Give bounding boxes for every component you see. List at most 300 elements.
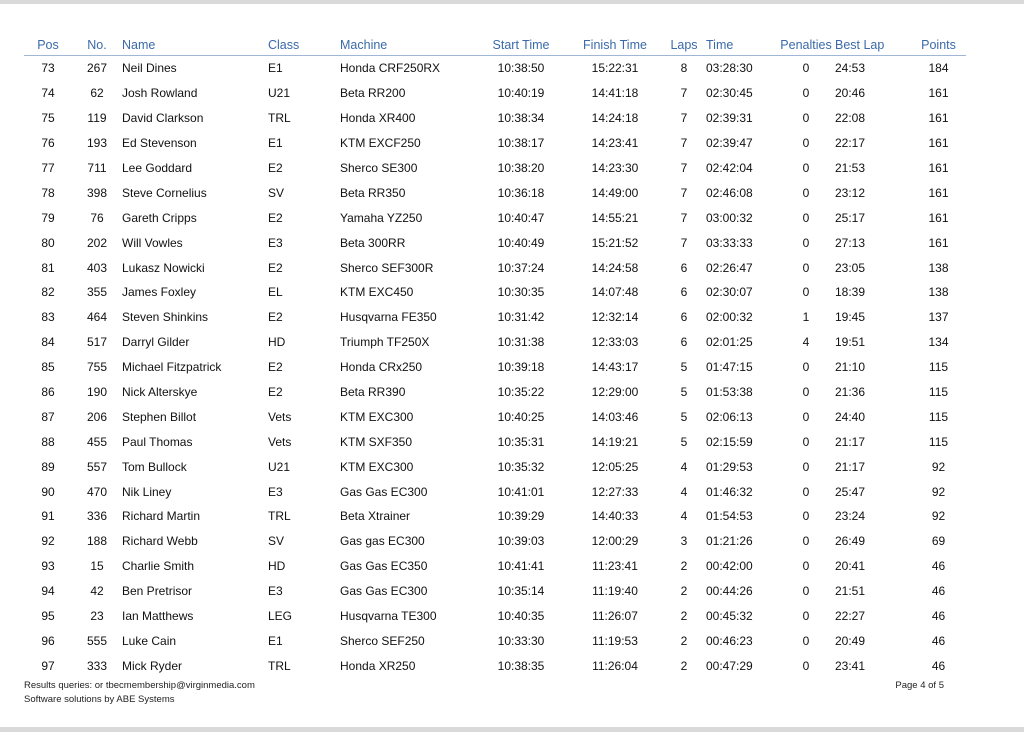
points-cell: 115 — [928, 409, 949, 424]
pos-cell: 74 — [41, 86, 55, 101]
points-cell: 46 — [931, 609, 946, 624]
finish-time-cell: 12:00:29 — [591, 534, 639, 549]
class-cell: E1 — [268, 633, 283, 648]
number-cell: 62 — [90, 86, 104, 101]
points-cell: 134 — [928, 335, 949, 350]
start-time-cell: 10:41:41 — [497, 559, 545, 574]
points-cell: 46 — [931, 584, 946, 599]
time-cell: 02:00:32 — [706, 310, 753, 325]
time-cell: 02:46:08 — [706, 185, 753, 200]
table-row — [24, 479, 966, 504]
table-row — [24, 330, 966, 355]
time-cell: 02:39:31 — [706, 111, 753, 126]
laps-cell: 8 — [680, 61, 688, 76]
start-time-cell: 10:30:35 — [497, 285, 545, 300]
pos-cell: 82 — [41, 285, 55, 300]
machine-cell: KTM SXF350 — [340, 434, 413, 449]
header-points: Points — [911, 34, 966, 56]
penalties-cell: 0 — [802, 210, 810, 225]
start-time-cell: 10:35:22 — [497, 385, 545, 400]
machine-cell: Gas Gas EC300 — [340, 584, 428, 599]
best-lap-cell: 23:12 — [835, 185, 866, 200]
laps-cell: 4 — [680, 484, 688, 499]
penalties-cell: 0 — [802, 509, 810, 524]
laps-cell: 2 — [680, 658, 688, 673]
points-cell: 69 — [931, 534, 946, 549]
best-lap-cell: 22:08 — [835, 111, 866, 126]
start-time-cell: 10:40:35 — [497, 609, 545, 624]
points-cell: 115 — [928, 360, 949, 375]
pos-cell: 77 — [41, 161, 55, 175]
table-row — [24, 156, 966, 181]
time-cell: 01:54:53 — [706, 509, 753, 524]
table-row — [24, 628, 966, 653]
table-row — [24, 604, 966, 629]
points-cell: 161 — [928, 210, 949, 225]
class-cell: TRL — [268, 509, 291, 524]
finish-time-cell: 12:05:25 — [591, 459, 639, 474]
penalties-cell: 0 — [802, 534, 810, 549]
laps-cell: 2 — [680, 559, 688, 574]
penalties-cell: 4 — [802, 335, 810, 350]
points-cell: 138 — [928, 285, 949, 300]
machine-cell: Gas gas EC300 — [340, 534, 425, 549]
name-cell: Gareth Cripps — [122, 210, 197, 225]
finish-time-cell: 14:55:21 — [591, 210, 639, 225]
points-cell: 161 — [928, 136, 949, 151]
table-row — [24, 131, 966, 156]
number-cell: 23 — [90, 609, 104, 624]
best-lap-cell: 23:24 — [835, 509, 866, 524]
start-time-cell: 10:31:42 — [497, 310, 545, 325]
header-start-time: Start Time — [474, 34, 568, 56]
laps-cell: 2 — [680, 633, 688, 648]
header-time: Time — [706, 34, 777, 56]
name-cell: Mick Ryder — [122, 658, 183, 673]
laps-cell: 7 — [680, 185, 688, 200]
finish-time-cell: 15:22:31 — [591, 61, 639, 76]
name-cell: Michael Fitzpatrick — [122, 360, 222, 375]
start-time-cell: 10:37:24 — [497, 260, 545, 275]
name-cell: Nik Liney — [122, 484, 172, 499]
class-cell: E2 — [268, 161, 283, 175]
laps-cell: 7 — [680, 210, 688, 225]
number-cell: 455 — [86, 434, 108, 449]
table-row — [24, 653, 966, 678]
start-time-cell: 10:35:31 — [497, 434, 545, 449]
pos-cell: 96 — [41, 633, 55, 648]
number-cell: 336 — [86, 509, 108, 524]
header-machine: Machine — [340, 34, 474, 56]
number-cell: 557 — [86, 459, 108, 474]
finish-time-cell: 14:23:30 — [591, 161, 639, 175]
software-credit: Software solutions by ABE Systems — [24, 694, 175, 705]
class-cell: LEG — [268, 609, 293, 624]
name-cell: Ed Stevenson — [122, 136, 197, 151]
start-time-cell: 10:39:03 — [497, 534, 545, 549]
class-cell: E3 — [268, 584, 283, 599]
table-row — [24, 429, 966, 454]
class-cell: E3 — [268, 484, 283, 499]
machine-cell: Yamaha YZ250 — [340, 210, 423, 225]
number-cell: 403 — [86, 260, 108, 275]
finish-time-cell: 12:27:33 — [591, 484, 639, 499]
penalties-cell: 0 — [802, 385, 810, 400]
best-lap-cell: 22:17 — [835, 136, 866, 151]
penalties-cell: 1 — [802, 310, 810, 325]
laps-cell: 7 — [680, 161, 688, 175]
class-cell: HD — [268, 559, 286, 574]
finish-time-cell: 12:29:00 — [591, 385, 639, 400]
best-lap-cell: 21:51 — [835, 584, 866, 599]
laps-cell: 7 — [680, 86, 688, 101]
table-row — [24, 230, 966, 255]
points-cell: 92 — [931, 509, 946, 524]
best-lap-cell: 20:41 — [835, 559, 866, 574]
laps-cell: 5 — [680, 409, 688, 424]
penalties-cell: 0 — [802, 409, 810, 424]
time-cell: 02:39:47 — [706, 136, 753, 151]
name-cell: Will Vowles — [122, 235, 183, 250]
penalties-cell: 0 — [802, 360, 810, 375]
time-cell: 02:06:13 — [706, 409, 753, 424]
start-time-cell: 10:38:35 — [497, 658, 545, 673]
class-cell: E1 — [268, 136, 283, 151]
laps-cell: 6 — [680, 335, 688, 350]
laps-cell: 4 — [680, 459, 688, 474]
start-time-cell: 10:40:25 — [497, 409, 545, 424]
time-cell: 01:53:38 — [706, 385, 753, 400]
best-lap-cell: 23:05 — [835, 260, 866, 275]
machine-cell: Honda XR400 — [340, 111, 416, 126]
best-lap-cell: 21:36 — [835, 385, 866, 400]
penalties-cell: 0 — [802, 235, 810, 250]
best-lap-cell: 18:39 — [835, 285, 866, 300]
time-cell: 00:47:29 — [706, 658, 753, 673]
best-lap-cell: 23:41 — [835, 658, 866, 673]
number-cell: 15 — [90, 559, 104, 574]
time-cell: 01:47:15 — [706, 360, 753, 375]
time-cell: 02:01:25 — [706, 335, 753, 350]
penalties-cell: 0 — [802, 161, 810, 175]
pos-cell: 80 — [41, 235, 55, 250]
pos-cell: 94 — [41, 584, 55, 599]
page-number: Page 4 of 5 — [895, 680, 944, 691]
best-lap-cell: 19:45 — [835, 310, 866, 325]
machine-cell: KTM EXC450 — [340, 285, 414, 300]
table-row — [24, 504, 966, 529]
name-cell: Stephen Billot — [122, 409, 197, 424]
header-best-lap: Best Lap — [835, 34, 911, 56]
finish-time-cell: 15:21:52 — [591, 235, 639, 250]
time-cell: 02:15:59 — [706, 434, 753, 449]
points-cell: 92 — [931, 459, 946, 474]
start-time-cell: 10:35:14 — [497, 584, 545, 599]
pos-cell: 88 — [41, 434, 55, 449]
start-time-cell: 10:39:18 — [497, 360, 545, 375]
start-time-cell: 10:36:18 — [497, 185, 545, 200]
points-cell: 115 — [928, 434, 949, 449]
laps-cell: 7 — [680, 136, 688, 151]
points-cell: 115 — [928, 385, 949, 400]
penalties-cell: 0 — [802, 185, 810, 200]
table-row — [24, 404, 966, 429]
penalties-cell: 0 — [802, 584, 810, 599]
penalties-cell: 0 — [802, 111, 810, 126]
machine-cell: Sherco SEF300R — [340, 260, 434, 275]
machine-cell: Husqvarna FE350 — [340, 310, 437, 325]
finish-time-cell: 12:32:14 — [591, 310, 639, 325]
penalties-cell: 0 — [802, 484, 810, 499]
table-header — [24, 34, 966, 56]
name-cell: Richard Webb — [122, 534, 198, 549]
name-cell: Lee Goddard — [122, 161, 193, 175]
name-cell: Paul Thomas — [122, 434, 193, 449]
table-row — [24, 180, 966, 205]
start-time-cell: 10:38:50 — [497, 61, 545, 76]
laps-cell: 2 — [680, 584, 688, 599]
penalties-cell: 0 — [802, 260, 810, 275]
pos-cell: 78 — [41, 185, 55, 200]
best-lap-cell: 26:49 — [835, 534, 866, 549]
name-cell: Lukasz Nowicki — [122, 260, 205, 275]
time-cell: 03:28:30 — [706, 61, 753, 76]
class-cell: E1 — [268, 61, 283, 76]
penalties-cell: 0 — [802, 61, 810, 76]
start-time-cell: 10:40:19 — [497, 86, 545, 101]
finish-time-cell: 14:19:21 — [591, 434, 639, 449]
class-cell: TRL — [268, 111, 291, 126]
table-row — [24, 454, 966, 479]
time-cell: 00:45:32 — [706, 609, 753, 624]
start-time-cell: 10:39:29 — [497, 509, 545, 524]
finish-time-cell: 14:24:58 — [591, 260, 639, 275]
finish-time-cell: 11:19:40 — [592, 584, 638, 599]
laps-cell: 5 — [680, 360, 688, 375]
finish-time-cell: 14:23:41 — [591, 136, 639, 151]
machine-cell: Beta RR390 — [340, 385, 406, 400]
header-finish-time: Finish Time — [568, 34, 662, 56]
points-cell: 161 — [928, 235, 949, 250]
finish-time-cell: 14:07:48 — [591, 285, 639, 300]
table-row — [24, 205, 966, 230]
time-cell: 02:30:45 — [706, 86, 753, 101]
best-lap-cell: 24:53 — [835, 61, 866, 76]
time-cell: 03:33:33 — [706, 235, 753, 250]
pos-cell: 85 — [41, 360, 55, 375]
start-time-cell: 10:35:32 — [497, 459, 545, 474]
pos-cell: 89 — [41, 459, 55, 474]
penalties-cell: 0 — [802, 86, 810, 101]
number-cell: 755 — [86, 360, 108, 375]
number-cell: 267 — [86, 61, 108, 76]
header-no: No. — [72, 34, 122, 56]
finish-time-cell: 14:49:00 — [591, 185, 639, 200]
points-cell: 46 — [931, 658, 946, 673]
name-cell: Steve Cornelius — [122, 185, 207, 200]
laps-cell: 6 — [680, 310, 688, 325]
finish-time-cell: 14:41:18 — [591, 86, 639, 101]
header-laps: Laps — [662, 34, 706, 56]
table-row — [24, 380, 966, 405]
best-lap-cell: 21:53 — [835, 161, 866, 175]
points-cell: 161 — [928, 86, 949, 101]
penalties-cell: 0 — [802, 459, 810, 474]
machine-cell: Beta RR350 — [340, 185, 406, 200]
points-cell: 46 — [931, 559, 946, 574]
pos-cell: 75 — [41, 111, 55, 126]
machine-cell: KTM EXCF250 — [340, 136, 421, 151]
machine-cell: Sherco SE300 — [340, 161, 418, 175]
machine-cell: Gas Gas EC350 — [340, 559, 428, 574]
pos-cell: 93 — [41, 559, 55, 574]
start-time-cell: 10:38:34 — [497, 111, 545, 126]
name-cell: Josh Rowland — [122, 86, 198, 101]
pos-cell: 81 — [41, 260, 55, 275]
class-cell: E2 — [268, 260, 283, 275]
number-cell: 470 — [86, 484, 108, 499]
time-cell: 01:46:32 — [706, 484, 753, 499]
machine-cell: KTM EXC300 — [340, 409, 414, 424]
name-cell: Tom Bullock — [122, 459, 187, 474]
machine-cell: Gas Gas EC300 — [340, 484, 428, 499]
number-cell: 398 — [86, 185, 108, 200]
penalties-cell: 0 — [802, 658, 810, 673]
table-row — [24, 355, 966, 380]
laps-cell: 6 — [680, 285, 688, 300]
class-cell: EL — [268, 285, 283, 300]
class-cell: Vets — [268, 409, 292, 424]
laps-cell: 7 — [680, 111, 688, 126]
name-cell: Steven Shinkins — [122, 310, 209, 325]
name-cell: Darryl Gilder — [122, 335, 190, 350]
machine-cell: Sherco SEF250 — [340, 633, 425, 648]
best-lap-cell: 20:46 — [835, 86, 866, 101]
start-time-cell: 10:41:01 — [497, 484, 545, 499]
best-lap-cell: 25:47 — [835, 484, 866, 499]
results-page — [0, 4, 1024, 727]
machine-cell: Beta Xtrainer — [340, 509, 411, 524]
start-time-cell: 10:40:47 — [497, 210, 545, 225]
class-cell: E2 — [268, 360, 283, 375]
pos-cell: 95 — [41, 609, 55, 624]
pos-cell: 84 — [41, 335, 55, 350]
results-queries-note: Results queries: or tbecmembership@virginmedia.com — [24, 680, 255, 691]
machine-cell: Triumph TF250X — [340, 335, 430, 350]
penalties-cell: 0 — [802, 136, 810, 151]
laps-cell: 5 — [680, 385, 688, 400]
machine-cell: Beta 300RR — [340, 235, 406, 250]
class-cell: E2 — [268, 385, 283, 400]
start-time-cell: 10:38:17 — [497, 136, 545, 151]
pos-cell: 91 — [41, 509, 55, 524]
name-cell: Richard Martin — [122, 509, 201, 524]
points-cell: 92 — [931, 484, 946, 499]
finish-time-cell: 11:19:53 — [592, 633, 638, 648]
points-cell: 138 — [928, 260, 949, 275]
laps-cell: 6 — [680, 260, 688, 275]
table-row — [24, 305, 966, 330]
name-cell: Ben Pretrisor — [122, 584, 193, 599]
start-time-cell: 10:33:30 — [497, 633, 545, 648]
penalties-cell: 0 — [802, 633, 810, 648]
pos-cell: 87 — [41, 409, 55, 424]
table-row — [24, 56, 966, 81]
machine-cell: Beta RR200 — [340, 86, 406, 101]
machine-cell: Honda XR250 — [340, 658, 416, 673]
penalties-cell: 0 — [802, 559, 810, 574]
points-cell: 184 — [928, 61, 949, 76]
class-cell: Vets — [268, 434, 292, 449]
number-cell: 355 — [86, 285, 108, 300]
time-cell: 01:29:53 — [706, 459, 753, 474]
best-lap-cell: 22:27 — [835, 609, 866, 624]
time-cell: 00:46:23 — [706, 633, 753, 648]
number-cell: 464 — [86, 310, 108, 325]
header-pos: Pos — [24, 34, 72, 56]
time-cell: 00:42:00 — [706, 559, 753, 574]
finish-time-cell: 11:26:04 — [592, 658, 638, 673]
pos-cell: 83 — [41, 310, 55, 325]
finish-time-cell: 14:43:17 — [591, 360, 639, 375]
number-cell: 119 — [87, 111, 107, 126]
name-cell: Charlie Smith — [122, 559, 195, 574]
time-cell: 00:44:26 — [706, 584, 753, 599]
name-cell: Luke Cain — [122, 633, 177, 648]
pos-cell: 73 — [41, 61, 55, 76]
laps-cell: 2 — [680, 609, 688, 624]
pos-cell: 76 — [41, 136, 55, 151]
machine-cell: Honda CRF250RX — [340, 61, 441, 76]
number-cell: 188 — [86, 534, 108, 549]
class-cell: HD — [268, 335, 286, 350]
penalties-cell: 0 — [802, 434, 810, 449]
points-cell: 161 — [928, 161, 949, 175]
finish-time-cell: 14:03:46 — [591, 409, 639, 424]
results-table — [24, 34, 966, 678]
best-lap-cell: 20:49 — [835, 633, 866, 648]
pos-cell: 86 — [41, 385, 55, 400]
name-cell: James Foxley — [122, 285, 197, 300]
table-row — [24, 529, 966, 554]
laps-cell: 3 — [680, 534, 688, 549]
best-lap-cell: 19:51 — [835, 335, 866, 350]
number-cell: 202 — [86, 235, 108, 250]
header-name: Name — [122, 34, 268, 56]
machine-cell: KTM EXC300 — [340, 459, 414, 474]
number-cell: 206 — [86, 409, 108, 424]
header-penalties: Penalties — [777, 34, 835, 56]
number-cell: 517 — [86, 335, 108, 350]
finish-time-cell: 11:26:07 — [592, 609, 638, 624]
pos-cell: 97 — [41, 658, 55, 673]
time-cell: 03:00:32 — [706, 210, 753, 225]
laps-cell: 7 — [680, 235, 688, 250]
name-cell: Ian Matthews — [122, 609, 194, 624]
name-cell: David Clarkson — [122, 111, 204, 126]
finish-time-cell: 11:23:41 — [592, 559, 638, 574]
time-cell: 02:26:47 — [706, 260, 753, 275]
header-row — [24, 34, 966, 56]
machine-cell: Honda CRx250 — [340, 360, 423, 375]
start-time-cell: 10:31:38 — [497, 335, 545, 350]
table-row — [24, 255, 966, 280]
class-cell: SV — [268, 185, 285, 200]
number-cell: 333 — [86, 658, 108, 673]
class-cell: SV — [268, 534, 285, 549]
best-lap-cell: 25:17 — [835, 210, 866, 225]
best-lap-cell: 21:10 — [835, 360, 866, 375]
